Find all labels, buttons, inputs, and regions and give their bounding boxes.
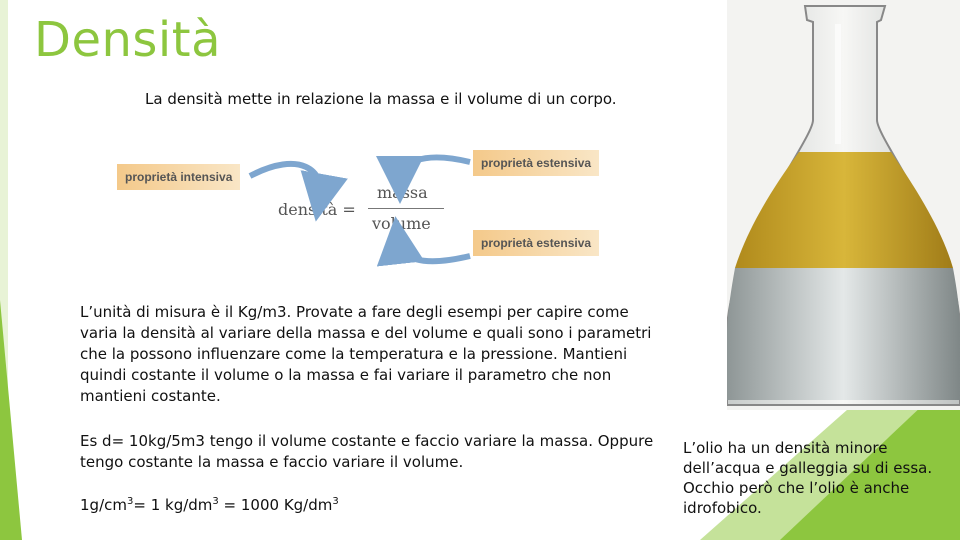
- arrow-intensive: [250, 164, 321, 198]
- example-paragraph: Es d= 10kg/5m3 tengo il volume costante e faccio variare la massa. Oppure tengo costante la massa e faccio variare il volume.: [80, 432, 654, 471]
- extensive-property-tag-top: proprietà estensiva: [473, 150, 599, 176]
- formula-denominator: volume: [372, 214, 431, 233]
- units-part-2: = 1 kg/dm: [133, 496, 213, 514]
- units-sup-2: 3: [212, 496, 219, 507]
- density-formula-diagram: [100, 140, 620, 280]
- page-title: Densità: [34, 12, 221, 68]
- diagram-arrows: [100, 140, 620, 280]
- arrow-extensive-top: [400, 157, 470, 180]
- formula-numerator: massa: [377, 183, 428, 202]
- extensive-property-tag-bottom: proprietà estensiva: [473, 230, 599, 256]
- arrow-extensive-bottom: [398, 240, 470, 261]
- intensive-property-tag: proprietà intensiva: [117, 164, 240, 190]
- flask-caption: L’olio ha un densità minore dell’acqua e galleggia su di essa. Occhio però che l’olio è anche idrofobico.: [683, 439, 933, 517]
- units-sup-3: 3: [332, 496, 339, 507]
- erlenmeyer-flask-illustration: [727, 0, 960, 410]
- units-equivalence: [80, 496, 339, 514]
- formula-lhs: densità =: [278, 200, 356, 219]
- units-part-1: 1g/cm: [80, 496, 127, 514]
- body-paragraph: L’unità di misura è il Kg/m3. Provate a fare degli esempi per capire come varia la densità al variare della massa e del volume e quali sono i parametri che la possono influenzare come la temperatura e la pressione. Mantieni quindi costante il volume o la massa e fai variare il parametro che non mantieni costante.: [80, 303, 652, 405]
- units-part-3: = 1000 Kg/dm: [218, 496, 333, 514]
- intro-text: La densità mette in relazione la massa e il volume di un corpo.: [145, 90, 617, 108]
- flask-oil-water-image: [727, 0, 960, 410]
- green-accent-left-shape: [0, 0, 22, 540]
- units-sup-1: 3: [126, 496, 134, 507]
